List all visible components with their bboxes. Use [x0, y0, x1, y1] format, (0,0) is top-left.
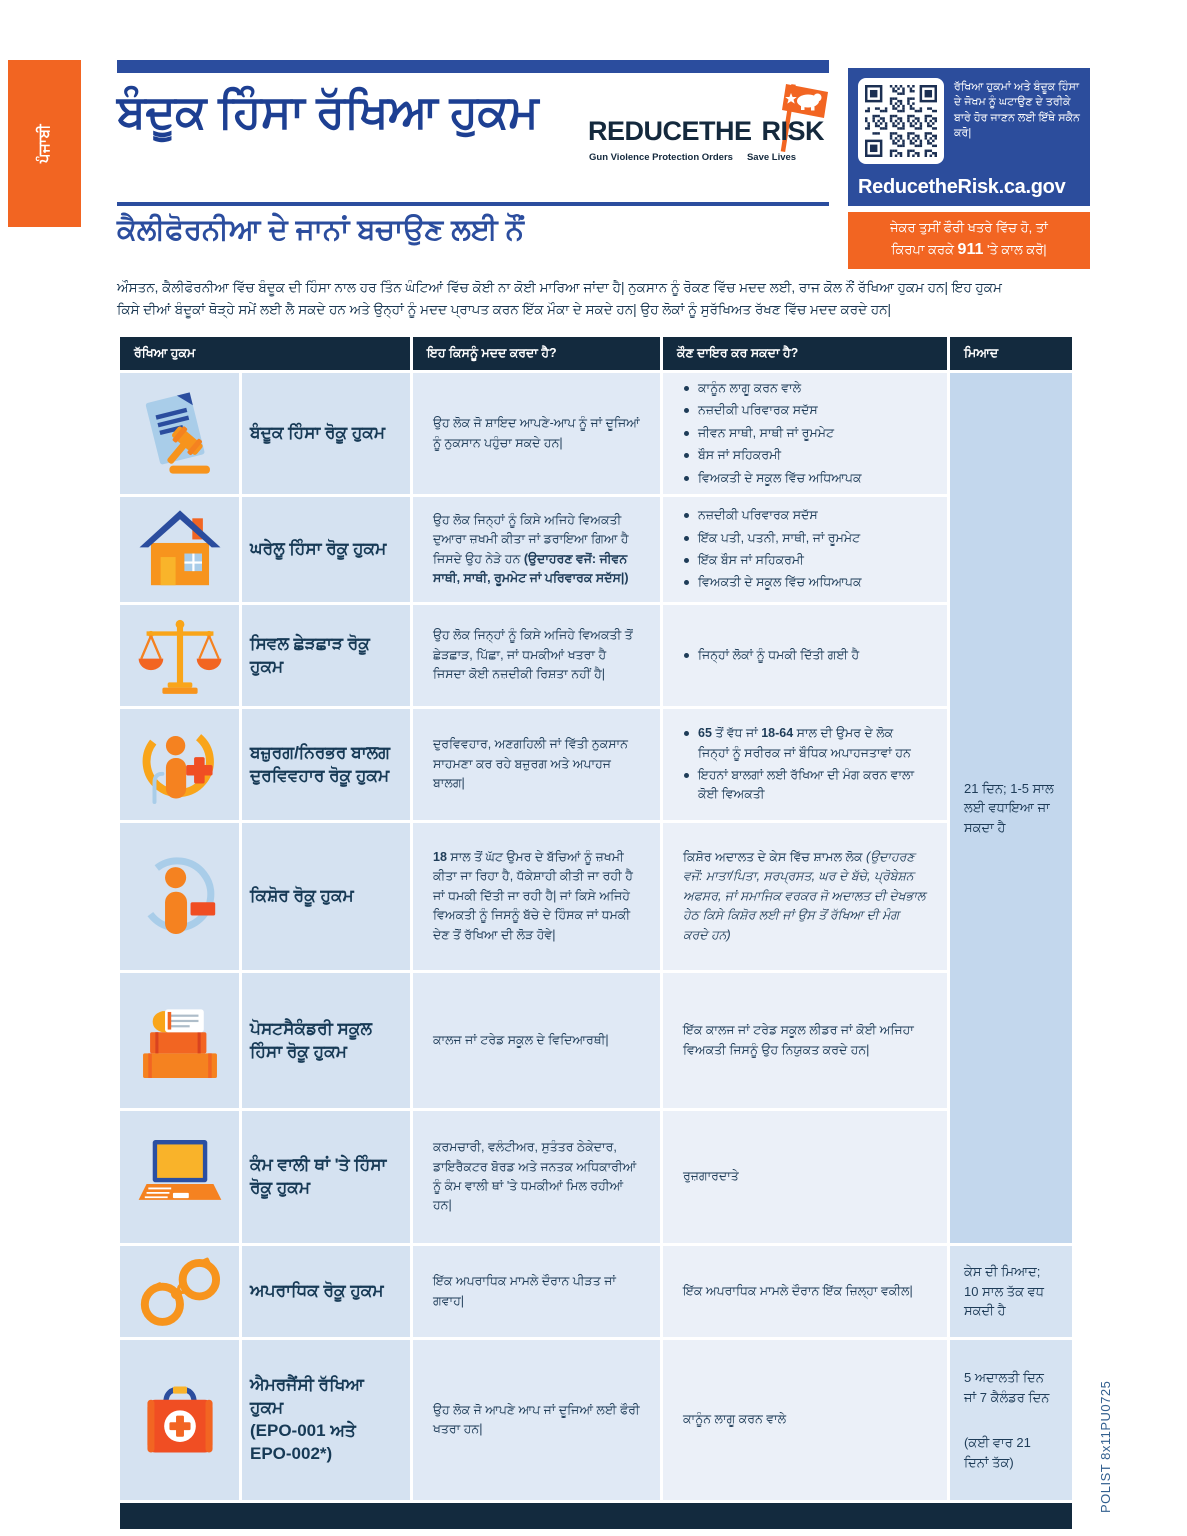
text-part: ਵਿਅਕਤੀ ਦੇ ਸਕੂਲ ਵਿੱਚ ਅਧਿਆਪਕ [698, 575, 862, 590]
row-6-who-it-helps [413, 973, 660, 1108]
text-part: ਸਾਲ ਦੀ ਉਮਰ ਦੇ ਲੋਕ ਜਿਨ੍ਹਾਂ ਨੂੰ ਸਰੀਰਕ ਜਾਂ ਬੌਧਿਕ ਅਪਾਹਜਤਾਵਾਂ ਹਨ [698, 726, 911, 760]
bullet-item [683, 529, 927, 548]
row-9-icon-cell [120, 1340, 239, 1500]
row-3-icon-cell [120, 605, 239, 706]
juvenile-icon [136, 853, 224, 941]
text-line [250, 765, 398, 788]
bullet-item [683, 379, 927, 398]
text-line [683, 1167, 927, 1186]
row-4-who-can-file [663, 709, 947, 820]
text-line [433, 1138, 640, 1216]
text-line [683, 848, 927, 945]
title-divider-rule [117, 202, 829, 206]
text-line [250, 885, 398, 908]
text-part: ਰੁਜ਼ਗਾਰਦਾਤੇ [683, 1169, 739, 1184]
text-part: ਅਤੇ [325, 1421, 356, 1440]
print-code: POLIST 8x11PU0725 [1098, 1380, 1113, 1513]
text-line [433, 1401, 640, 1440]
text-line [250, 1154, 398, 1177]
logo-tagline [589, 152, 796, 163]
books-icon [136, 997, 224, 1085]
row-7-who-can-file [663, 1111, 947, 1243]
text-line [250, 1443, 398, 1466]
logo-tagline-right: Save Lives [746, 152, 797, 163]
text-line [433, 511, 640, 589]
emergency-line-2-post: 'ਤੇ ਕਾਲ ਕਰੋ| [983, 242, 1047, 258]
protection-orders-table [120, 337, 1072, 1529]
text-part: (ਉਦਾਹਰਣ ਵਜੋਂ: ਮਾਤਾ/ਪਿਤਾ, ਸਰਪ੍ਰਸਤ, ਘਰ ਦੇ ਬੱਚੇ, ਪ੍ਰੋਬੇਸ਼ਨ ਅਫਸਰ, ਜਾਂ ਸਮਾਜਿਕ ਵਰਕਰ ਜੋ ਅਦਾਲਤ ਦੀ ਦੇਖਭਾਲ ਹੇਠ ਕਿਸੇ ਕਿਸ਼ੋਰ ਲਈ ਜਾਂ ਉਸ ਤੋਂ ਰੱਖਿਆ ਦੀ ਮੰਗ ਕਰਦੇ ਹਨ) [683, 850, 926, 942]
text-part: ਕਾਨੂੰਨ ਲਾਗੂ ਕਰਨ ਵਾਲੇ [698, 381, 802, 396]
text-line [433, 626, 640, 684]
text-part: ਇੱਕ ਕਾਲਜ ਜਾਂ ਟਰੇਡ ਸਕੂਲ ਲੀਡਰ ਜਾਂ ਕੋਈ ਅਜਿਹਾ ਵਿਅਕਤੀ ਜਿਸਨੂੰ ਉਹ ਨਿਯੁਕਤ ਕਰਦੇ ਹਨ| [683, 1023, 914, 1057]
text-part: ਬੌਸ ਜਾਂ ਸਹਿਕਰਮੀ [698, 448, 782, 463]
text-part: (ਉਦਾਹਰਣ ਵਜੋਂ: ਜੀਵਨ ਸਾਥੀ, ਸਾਥੀ, ਰੂਮਮੇਟ ਜਾਂ ਪਰਿਵਾਰਕ ਸਦੱਸ|) [433, 551, 629, 585]
row-9-order-name [242, 1340, 410, 1500]
qr-info-panel [848, 68, 1090, 206]
text-part: ਉਹ ਲੋਕ ਜਿਨ੍ਹਾਂ ਨੂੰ ਕਿਸੇ ਅਜਿਹੇ ਵਿਅਕਤੀ ਤੋਂ ਛੇੜਛਾੜ, ਪਿੱਛਾ, ਜਾਂ ਧਮਕੀਆਂ ਖਤਰਾ ਹੈ ਜਿਸਦਾ ਕੋਈ ਨਜ਼ਦੀਕੀ ਰਿਸ਼ਤਾ ਨਹੀਂ ਹੈ| [433, 628, 633, 682]
text-line [250, 1280, 398, 1303]
text-line [433, 1272, 640, 1311]
text-part: ਇੱਕ ਪਤੀ, ਪਤਨੀ, ਸਾਥੀ, ਜਾਂ ਰੂਮਮੇਟ [698, 530, 861, 545]
text-part: ਸਾਲ ਤੋਂ ਘੱਟ ਉਮਰ ਦੇ ਬੱਚਿਆਂ ਨੂੰ ਜ਼ਖਮੀ ਕੀਤਾ ਜਾ ਰਿਹਾ ਹੈ, ਧੱਕੇਸ਼ਾਹੀ ਕੀਤੀ ਜਾ ਰਹੀ ਹੈ ਜਾਂ ਧਮਕੀ ਦਿੱਤੀ ਜਾ ਰਹੀ ਹੈ| ਜਾਂ ਕਿਸੇ ਅਜਿਹੇ ਵਿਅਕਤੀ ਨੂੰ ਜਿਸਨੂੰ ਬੱਚੇ ਦੇ ਹਿੰਸਕ ਜਾਂ ਧਮਕੀ ਦੇਣ ਤੋਂ ਰੱਖਿਆ ਦੀ ਲੋੜ ਹੋਵੇ| [433, 850, 633, 942]
text-part: ਕਾਲਜ ਜਾਂ ਟਰੇਡ ਸਕੂਲ ਦੇ ਵਿਦਿਆਰਥੀ| [433, 1032, 609, 1047]
row-7-who-it-helps [413, 1111, 660, 1243]
text-part: ਜਿਨ੍ਹਾਂ ਲੋਕਾਂ ਨੂੰ ਧਮਕੀ ਦਿੱਤੀ ਗਈ ਹੈ [698, 647, 860, 662]
text-part: EPO-002*) [250, 1443, 333, 1463]
text-part: (EPO-001 [250, 1421, 326, 1440]
row-5-who-it-helps [413, 823, 660, 970]
row-4-icon-cell [120, 709, 239, 820]
text-line [964, 1262, 1058, 1321]
text-part: ਹਿੰਸਾ ਰੋਕੂ ਹੁਕਮ [250, 1041, 347, 1061]
text-part: ਘਰੇਲੂ ਹਿੰਸਾ ਰੋਕੂ ਹੁਕਮ [250, 539, 387, 559]
bullet-item [683, 424, 927, 443]
text-part: ਬੰਦੂਕ ਹਿੰਸਾ ਰੋਕੂ ਹੁਕਮ [250, 423, 386, 443]
text-part: ਇੱਕ ਅਪਰਾਧਿਕ ਮਾਮਲੇ ਦੌਰਾਨ ਇੱਕ ਜ਼ਿਲ੍ਹਾ ਵਕੀਲ| [683, 1283, 913, 1298]
text-part: 18-64 [761, 726, 794, 741]
text-part: ਵਿਅਕਤੀ ਦੇ ਸਕੂਲ ਵਿੱਚ ਅਧਿਆਪਕ [698, 470, 862, 485]
text-part: ਬਜ਼ੁਰਗ/ਨਿਰਭਰ ਬਾਲਗ [250, 742, 390, 762]
text-line [964, 779, 1058, 838]
row-6-icon-cell [120, 973, 239, 1108]
row-5-order-name [242, 823, 410, 970]
text-line [683, 1021, 927, 1060]
row-6-who-can-file [663, 973, 947, 1108]
row-1-who-it-helps [413, 373, 660, 494]
row-2-order-name [242, 497, 410, 602]
text-part: ਕੰਮ ਵਾਲੀ ਥਾਂ 'ਤੇ ਹਿੰਸਾ [250, 1155, 387, 1175]
text-part: 21 ਦਿਨ; 1-5 ਸਾਲ ਲਈ ਵਧਾਇਆ ਜਾ ਸਕਦਾ ਹੈ [964, 780, 1054, 835]
top-accent-bar [117, 60, 829, 73]
text-part: ਰੋਕੂ ਹੁਕਮ [250, 1178, 311, 1197]
text-part: ਤੋਂ ਵੱਧ ਜਾਂ [711, 726, 762, 741]
row-8-who-can-file [663, 1246, 947, 1337]
text-line [250, 1420, 398, 1443]
row-4-who-it-helps [413, 709, 660, 820]
text-line [250, 633, 398, 679]
bullet-list [683, 503, 927, 596]
row-6-order-name [242, 973, 410, 1108]
text-line [433, 735, 640, 793]
logo-tagline-left: Gun Violence Protection Orders [589, 152, 733, 163]
handcuffs-icon [136, 1248, 224, 1336]
qr-row [858, 78, 1080, 164]
row-9-who-it-helps [413, 1340, 660, 1500]
bullet-list [683, 376, 927, 491]
text-line [250, 538, 398, 561]
text-part: ਉਹ ਲੋਕ ਜਿਨ੍ਹਾਂ ਨੂੰ ਕਿਸੇ ਅਜਿਹੇ ਵਿਅਕਤੀ ਦੁਆਰਾ ਜ਼ਖਮੀ ਕੀਤਾ ਜਾਂ ਡਰਾਇਆ ਗਿਆ ਹੈ ਜਿਸਦੇ ਉਹ ਨੇੜੇ ਹਨ [433, 512, 629, 566]
text-line [250, 742, 398, 765]
qr-code [858, 78, 944, 164]
logo-word-reduce: REDUCE [588, 116, 700, 146]
text-line [250, 1041, 398, 1064]
text-part: ਉਹ ਲੋਕ ਜੋ ਸ਼ਾਇਦ ਆਪਣੇ-ਆਪ ਨੂੰ ਜਾਂ ਦੂਜਿਆਂ ਨੂੰ ਨੁਕਸਾਨ ਪਹੁੰਚਾ ਸਕਦੇ ਹਨ| [433, 416, 640, 450]
text-part: ਕਾਨੂੰਨ ਲਾਗੂ ਕਰਨ ਵਾਲੇ [683, 1412, 787, 1427]
column-header-who-it-helps: ਇਹ ਕਿਸਨੂੰ ਮਦਦ ਕਰਦਾ ਹੈ? [413, 337, 660, 370]
bullet-list [683, 721, 927, 808]
text-line [250, 422, 398, 445]
bullet-list [683, 643, 927, 668]
intro-paragraph: ਔਸਤਨ, ਕੈਲੀਫੋਰਨੀਆ ਵਿੱਚ ਬੰਦੂਕ ਦੀ ਹਿੰਸਾ ਨਾਲ ਹਰ ਤਿੰਨ ਘੰਟਿਆਂ ਵਿੱਚ ਕੋਈ ਨਾ ਕੋਈ ਮਾਰਿਆ ਜਾਂਦਾ ਹੈ| ਨੁਕਸਾਨ ਨੂੰ ਰੋਕਣ ਵਿੱਚ ਮਦਦ ਲਈ, ਰਾਜ ਕੋਲ ਨੌਂ ਰੱਖਿਆ ਹੁਕਮ ਹਨ| ਇਹ ਹੁਕਮ ਕਿਸੇ ਦੀਆਂ ਬੰਦੂਕਾਂ ਥੋੜ੍ਹੇ ਸਮੇਂ ਲਈ ਲੈ ਸਕਦੇ ਹਨ ਅਤੇ ਉਨ੍ਹਾਂ ਨੂੰ ਮਦਦ ਪ੍ਰਾਪਤ ਕਰਨ ਇੱਕ ਮੌਕਾ ਦੇ ਸਕਦੇ ਹਨ| ਉਹ ਲੋਕਾਂ ਨੂੰ ਸੁਰੱਖਿਅਤ ਰੱਖਣ ਵਿੱਚ ਮਦਦ ਕਰਦੇ ਹਨ| [117, 280, 1002, 317]
elder-care-icon [136, 721, 224, 809]
bullet-item [683, 551, 927, 570]
text-part: ਇੱਕ ਅਪਰਾਧਿਕ ਮਾਮਲੇ ਦੌਰਾਨ ਪੀੜਤ ਜਾਂ ਗਵਾਹ| [433, 1274, 616, 1308]
text-part: ਇਹਨਾਂ ਬਾਲਗਾਂ ਲਈ ਰੱਖਿਆ ਦੀ ਮੰਗ ਕਰਨ ਵਾਲਾ ਕੋਈ ਵਿਅਕਤੀ [698, 768, 915, 802]
bullet-item [683, 646, 927, 665]
scales-icon [136, 612, 224, 700]
merged-duration-cell [950, 373, 1072, 1243]
row-9-who-can-file [663, 1340, 947, 1500]
text-part: ਪੋਸਟਸੈਕੰਡਰੀ ਸਕੂਲ [250, 1018, 372, 1038]
laptop-icon [136, 1133, 224, 1221]
logo-word-the: THE [699, 116, 752, 146]
row-2-icon-cell [120, 497, 239, 602]
row-3-who-can-file [663, 605, 947, 706]
text-part: ਕਿਸ਼ੋਰ ਰੋਕੂ ਹੁਕਮ [250, 886, 354, 906]
bullet-item [683, 469, 927, 488]
column-header-order: ਰੱਖਿਆ ਹੁਕਮ [120, 337, 410, 370]
text-part: 5 ਅਦਾਲਤੀ ਦਿਨ ਜਾਂ 7 ਕੈਲੰਡਰ ਦਿਨ [964, 1370, 1050, 1405]
reduce-the-risk-logo [588, 92, 868, 172]
row-1-icon-cell [120, 373, 239, 494]
row-2-who-can-file [663, 497, 947, 602]
text-line [683, 1282, 927, 1301]
row-7-order-name [242, 1111, 410, 1243]
row-9-duration [950, 1340, 1072, 1500]
text-line [250, 1374, 398, 1420]
row-8-icon-cell [120, 1246, 239, 1337]
text-line [433, 848, 640, 945]
bullet-item [683, 766, 927, 805]
text-part: 18 [433, 850, 447, 865]
text-line [683, 1410, 927, 1429]
row-1-order-name [242, 373, 410, 494]
table-footer-bar [120, 1503, 1072, 1529]
row-3-order-name [242, 605, 410, 706]
text-part: ਕਿਸ਼ੋਰ ਅਦਾਲਤ ਦੇ ਕੇਸ ਵਿੱਚ ਸ਼ਾਮਲ ਲੋਕ [683, 850, 866, 865]
website-url[interactable]: ReducetheRisk.ca.gov [858, 176, 1066, 198]
bullet-item [683, 506, 927, 525]
row-8-order-name [242, 1246, 410, 1337]
text-part: ਕੇਸ ਦੀ ਮਿਆਦ; 10 ਸਾਲ ਤੱਕ ਵਧ ਸਕਦੀ ਹੈ [964, 1264, 1044, 1319]
row-2-who-it-helps [413, 497, 660, 602]
row-8-who-it-helps [413, 1246, 660, 1337]
house-icon [136, 506, 224, 594]
text-line [964, 1433, 1058, 1472]
bullet-item [683, 724, 927, 763]
logo-word-risk: RISK [761, 116, 825, 146]
row-5-icon-cell [120, 823, 239, 970]
text-part: ਦੁਰਵਿਵਹਾਰ ਰੋਕੂ ਹੁਕਮ [250, 765, 390, 785]
bullet-item [683, 573, 927, 592]
first-aid-icon [136, 1376, 224, 1464]
text-line [250, 1018, 398, 1041]
text-part: ਕਰਮਚਾਰੀ, ਵਲੰਟੀਅਰ, ਸੁਤੰਤਰ ਠੇਕੇਦਾਰ, ਡਾਇਰੈਕਟਰ ਬੋਰਡ ਅਤੇ ਜਨਤਕ ਅਧਿਕਾਰੀਆਂ ਨੂੰ ਕੰਮ ਵਾਲੀ ਥਾਂ 'ਤੇ ਧਮਕੀਆਂ ਮਿਲ ਰਹੀਆਂ ਹਨ| [433, 1140, 637, 1213]
bullet-item [683, 401, 927, 420]
text-part: ਐਮਰਜੈਂਸੀ ਰੱਖਿਆ ਹੁਕਮ [250, 1375, 364, 1418]
emergency-line-2 [891, 238, 1046, 261]
language-tab-label: ਪੰਜਾਬੀ [36, 123, 53, 164]
row-8-duration [950, 1246, 1072, 1337]
column-header-duration: ਮਿਆਦ [950, 337, 1072, 370]
text-part: ਨਜ਼ਦੀਕੀ ਪਰਿਵਾਰਕ ਸਦੱਸ [698, 403, 818, 418]
emergency-call-box [848, 212, 1090, 269]
text-part: ਜੀਵਨ ਸਾਥੀ, ਸਾਥੀ ਜਾਂ ਰੂਮਮੇਟ [698, 425, 835, 440]
qr-caption: ਰੱਖਿਆ ਹੁਕਮਾਂ ਅਤੇ ਬੰਦੂਕ ਹਿੰਸਾ ਦੇ ਜੋਖਮ ਨੂੰ ਘਟਾਉਣ ਦੇ ਤਰੀਕੇ ਬਾਰੇ ਹੋਰ ਜਾਣਨ ਲਈ ਇੱਥੇ ਸਕੈਨ ਕਰੋ| [954, 81, 1080, 140]
row-7-icon-cell [120, 1111, 239, 1243]
row-3-who-it-helps [413, 605, 660, 706]
text-part: ਉਹ ਲੋਕ ਜੋ ਆਪਣੇ ਆਪ ਜਾਂ ਦੂਜਿਆਂ ਲਈ ਫੌਰੀ ਖਤਰਾ ਹਨ| [433, 1402, 640, 1436]
emergency-911-number: 911 [957, 241, 984, 259]
text-part: 65 [698, 726, 712, 741]
bullet-item [683, 446, 927, 465]
column-header-who-can-file: ਕੌਣ ਦਾਇਰ ਕਰ ਸਕਦਾ ਹੈ? [663, 337, 947, 370]
text-line [250, 1177, 398, 1200]
logo-wordmark [588, 116, 824, 147]
language-tab-punjabi [8, 60, 81, 227]
text-part: ਸਿਵਲ ਛੇੜਛਾੜ ਰੋਕੂ ਹੁਕਮ [250, 633, 370, 676]
row-5-who-can-file [663, 823, 947, 970]
text-part: ਇੱਕ ਬੌਸ ਜਾਂ ਸਹਿਕਰਮੀ [698, 553, 804, 567]
row-1-who-can-file [663, 373, 947, 494]
text-line [433, 414, 640, 453]
text-part: (ਕਈ ਵਾਰ 21 ਦਿਨਾਂ ਤੱਕ) [964, 1435, 1031, 1470]
emergency-line-2-pre: ਕਿਰਪਾ ਕਰਕੇ [891, 242, 958, 258]
text-part: ਦੁਰਵਿਵਹਾਰ, ਅਣਗਹਿਲੀ ਜਾਂ ਵਿੱਤੀ ਨੁਕਸਾਨ ਸਾਹਮਣਾ ਕਰ ਰਹੇ ਬਜ਼ੁਰਗ ਅਤੇ ਅਪਾਹਜ ਬਾਲਗ| [433, 737, 628, 791]
text-part: ਨਜ਼ਦੀਕੀ ਪਰਿਵਾਰਕ ਸਦੱਸ [698, 508, 818, 523]
text-line [433, 1031, 640, 1050]
page-subtitle: ਕੈਲੀਫੋਰਨੀਆ ਦੇ ਜਾਨਾਂ ਬਚਾਉਣ ਲਈ ਨੌਂ [117, 214, 524, 246]
emergency-line-1: ਜੇਕਰ ਤੁਸੀਂ ਫੌਰੀ ਖਤਰੇ ਵਿੱਚ ਹੋ, ਤਾਂ [890, 220, 1048, 236]
page-title: ਬੰਦੂਕ ਹਿੰਸਾ ਰੱਖਿਆ ਹੁਕਮ [117, 85, 539, 137]
text-line [964, 1368, 1058, 1407]
gavel-document-icon [136, 390, 224, 478]
text-part: ਅਪਰਾਧਿਕ ਰੋਕੂ ਹੁਕਮ [250, 1281, 384, 1301]
row-4-order-name [242, 709, 410, 820]
